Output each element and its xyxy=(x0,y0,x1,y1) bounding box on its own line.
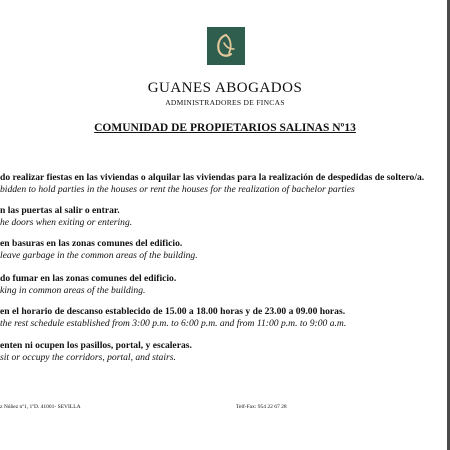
rule-item xyxy=(0,238,447,262)
rule-item xyxy=(0,273,447,297)
rule-english: bidden to hold parties in the houses or rent the houses for the realization of bachelor parties xyxy=(0,184,355,195)
rule-item xyxy=(0,340,447,364)
stylized-g-emblem-icon xyxy=(207,27,245,65)
rule-spanish: do fumar en las zonas comunes del edificio. xyxy=(0,273,177,284)
rule-spanish: enten ni ocupen los pasillos, portal, y escaleras. xyxy=(0,340,192,351)
rule-spanish: en el horario de descanso establecido de 15.00 a 18.00 horas y de 23.00 a 09.00 horas. xyxy=(0,306,346,317)
footer-address: z Núñez nº1, 1ºD. 41001- SEVILLA xyxy=(0,404,81,410)
logo xyxy=(207,27,245,65)
rule-english: king in common areas of the building. xyxy=(0,285,146,296)
document-title: COMUNIDAD DE PROPIETARIOS SALINAS Nº13 xyxy=(94,122,356,134)
rule-item xyxy=(0,306,447,330)
rule-english: sit or occupy the corridors, portal, and stairs. xyxy=(0,352,176,363)
firm-subtitle: ADMINISTRADORES DE FINCAS xyxy=(165,98,285,107)
rule-english: leave garbage in the common areas of the building. xyxy=(0,250,198,261)
rule-english: he doors when exiting or entering. xyxy=(0,217,133,228)
rule-item xyxy=(0,205,447,229)
rule-spanish: do realizar fiestas en las viviendas o alquilar las viviendas para la realización de despedidas de soltero/a. xyxy=(0,172,425,183)
footer-phone: Telf-Fax: 954 22 67 28 xyxy=(236,404,287,410)
rule-spanish: n las puertas al salir o entrar. xyxy=(0,205,120,216)
rule-spanish: en basuras en las zonas comunes del edificio. xyxy=(0,238,183,249)
rule-english: the rest schedule established from 3:00 p.m. to 6:00 p.m. and from 11:00 p.m. to 9:00 a.m. xyxy=(0,318,347,329)
firm-name: GUANES ABOGADOS xyxy=(147,80,303,96)
rule-item xyxy=(0,172,447,196)
